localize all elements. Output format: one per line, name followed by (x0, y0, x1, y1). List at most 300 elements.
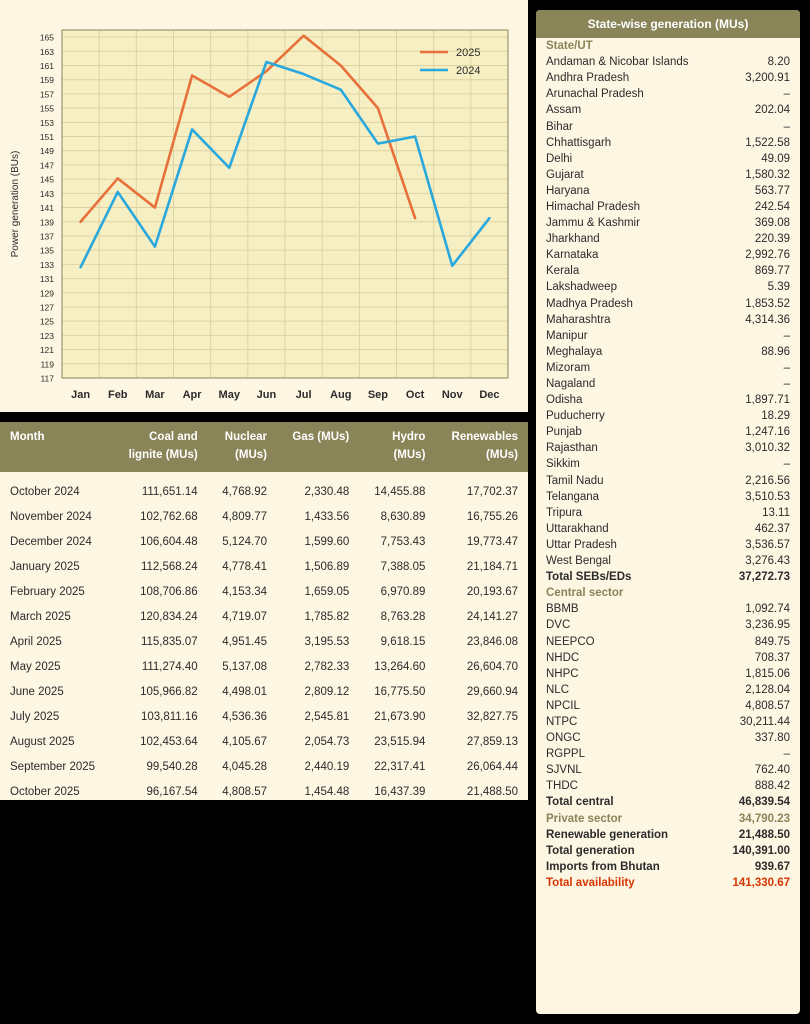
row-value: 9,618.15 (380, 635, 426, 648)
row-month: September 2025 (10, 760, 96, 773)
state-label: NEEPCO (546, 635, 595, 648)
svg-text:123: 123 (39, 330, 54, 341)
x-axis-label: Aug (330, 389, 352, 401)
state-value: 3,200.91 (745, 72, 790, 85)
svg-text:157: 157 (39, 89, 54, 100)
table-row (0, 754, 528, 779)
x-axis-label: Oct (405, 389, 425, 401)
svg-text:117: 117 (40, 373, 54, 384)
state-label: Kerala (546, 265, 580, 278)
svg-text:133: 133 (39, 259, 54, 270)
state-value: 46,839.54 (738, 796, 790, 809)
table-body (0, 472, 528, 805)
state-row (536, 344, 800, 360)
state-value: 202.04 (754, 104, 790, 117)
state-row (536, 698, 800, 714)
state-row (536, 617, 800, 633)
state-value: 3,276.43 (745, 555, 790, 568)
state-row (536, 553, 800, 569)
x-axis-label: Jun (256, 389, 277, 401)
state-value: 888.42 (754, 780, 790, 793)
row-value: 3,195.53 (304, 635, 350, 648)
state-label: SJVNL (546, 764, 582, 777)
state-row (536, 440, 800, 456)
column-header: Hydro (MUs) (359, 422, 435, 472)
row-value: 111,274.40 (141, 660, 198, 673)
state-label: Gujarat (546, 168, 584, 181)
state-row (536, 650, 800, 666)
table-row (0, 729, 528, 754)
state-panel-title: State-wise generation (MUs) (536, 10, 800, 38)
row-value: 2,440.19 (304, 760, 350, 773)
state-row (536, 569, 800, 585)
state-label: NPCIL (546, 699, 580, 712)
state-row (536, 135, 800, 151)
legend-label: 2024 (456, 65, 481, 77)
row-month: July 2025 (10, 710, 60, 723)
row-value: 1,785.82 (304, 610, 350, 623)
state-value: 21,488.50 (738, 828, 790, 841)
state-value: 2,992.76 (745, 249, 790, 262)
state-value: 563.77 (754, 184, 790, 197)
state-label: Total SEBs/EDs (546, 571, 632, 584)
state-label: State/UT (546, 40, 593, 53)
row-value: 1,506.89 (304, 560, 350, 573)
state-value: 1,092.74 (745, 603, 790, 616)
state-label: Telangana (546, 490, 600, 503)
row-value: 21,673.90 (374, 710, 426, 723)
state-row (536, 633, 800, 649)
row-value: 21,184.71 (466, 560, 518, 573)
row-value: 112,568.24 (140, 560, 198, 573)
state-row (536, 843, 800, 859)
row-value: 16,437.39 (374, 785, 426, 798)
row-value: 99,540.28 (146, 760, 198, 773)
table-row (0, 554, 528, 579)
state-value: 3,536.57 (745, 538, 790, 551)
row-value: 2,809.12 (304, 685, 350, 698)
row-value: 2,782.33 (304, 660, 350, 673)
state-label: Haryana (546, 184, 590, 197)
row-value: 108,706.86 (140, 585, 198, 598)
row-value: 4,045.28 (222, 760, 267, 773)
state-label: Puducherry (546, 410, 605, 423)
state-value: 1,897.71 (745, 394, 790, 407)
svg-text:161: 161 (39, 61, 54, 72)
state-row (536, 811, 800, 827)
row-value: 14,455.88 (374, 485, 426, 498)
svg-text:119: 119 (40, 359, 54, 370)
state-label: Imports from Bhutan (546, 860, 660, 873)
state-row (536, 392, 800, 408)
state-label: Uttar Pradesh (546, 538, 617, 551)
monthly-generation-table (0, 422, 528, 804)
state-table-body (536, 38, 800, 891)
state-value: 1,815.06 (745, 667, 790, 680)
row-value: 4,951.45 (222, 635, 267, 648)
table-header (0, 422, 528, 472)
state-row (536, 794, 800, 810)
table-row (0, 504, 528, 529)
row-value: 27,859.13 (466, 735, 518, 748)
state-value: 939.67 (754, 860, 790, 873)
column-header: Gas (MUs) (277, 422, 359, 472)
state-label: Andhra Pradesh (546, 72, 630, 85)
state-value: 18.29 (761, 410, 790, 423)
table-row (0, 472, 528, 505)
state-row (536, 489, 800, 505)
x-axis-label: Apr (182, 389, 202, 401)
svg-text:135: 135 (39, 245, 54, 256)
row-value: 19,773.47 (466, 535, 518, 548)
column-header: Renewables (MUs) (435, 422, 528, 472)
svg-text:129: 129 (39, 288, 54, 299)
state-row (536, 424, 800, 440)
row-value: 23,515.94 (374, 735, 426, 748)
state-label: Central sector (546, 587, 624, 600)
row-value: 1,454.48 (304, 785, 350, 798)
row-value: 4,768.92 (222, 485, 267, 498)
svg-text:125: 125 (39, 316, 54, 327)
row-value: 1,433.56 (304, 510, 350, 523)
row-value: 17,702.37 (466, 485, 518, 498)
state-value: – (783, 458, 790, 471)
svg-text:155: 155 (39, 103, 54, 114)
state-row (536, 601, 800, 617)
svg-text:139: 139 (39, 217, 54, 228)
row-value: 26,604.70 (466, 660, 518, 673)
state-row (536, 408, 800, 424)
state-row (536, 360, 800, 376)
state-row (536, 279, 800, 295)
row-value: 102,453.64 (140, 735, 198, 748)
row-value: 7,388.05 (380, 560, 426, 573)
line-chart (0, 0, 528, 412)
state-row (536, 473, 800, 489)
row-value: 4,719.07 (222, 610, 267, 623)
state-value: 849.75 (754, 635, 790, 648)
row-value: 115,835.07 (140, 635, 198, 648)
state-value: – (783, 361, 790, 374)
state-value: – (783, 748, 790, 761)
state-value: 220.39 (754, 233, 790, 246)
table-row (0, 629, 528, 654)
state-value: 2,216.56 (745, 474, 790, 487)
table-row (0, 579, 528, 604)
row-month: June 2025 (10, 685, 64, 698)
row-value: 7,753.43 (380, 535, 426, 548)
state-wise-generation-table (536, 38, 800, 891)
state-row (536, 167, 800, 183)
state-row (536, 151, 800, 167)
state-label: Delhi (546, 152, 573, 165)
row-value: 8,630.89 (380, 510, 426, 523)
state-label: BBMB (546, 603, 579, 616)
state-row (536, 859, 800, 875)
state-value: 369.08 (754, 217, 790, 230)
row-month: April 2025 (10, 635, 62, 648)
state-label: NTPC (546, 715, 578, 728)
state-row (536, 521, 800, 537)
row-value: 1,599.60 (304, 535, 350, 548)
state-value: – (783, 88, 790, 101)
state-value: 5.39 (767, 281, 790, 294)
legend-label: 2025 (456, 47, 481, 59)
state-value: 30,211.44 (739, 715, 790, 728)
x-axis-label: Jan (71, 389, 91, 401)
row-value: 32,827.75 (466, 710, 518, 723)
state-label: DVC (546, 619, 571, 632)
state-value: 1,522.58 (745, 136, 790, 149)
state-value: 869.77 (754, 265, 790, 278)
state-value (715, 38, 800, 54)
state-value: 88.96 (761, 345, 790, 358)
table-row (0, 704, 528, 729)
x-axis-label: Nov (441, 389, 463, 401)
state-row (536, 505, 800, 521)
state-row (536, 312, 800, 328)
state-label: NLC (546, 683, 570, 696)
state-row (536, 328, 800, 344)
state-label: Himachal Pradesh (546, 200, 640, 213)
state-row (536, 263, 800, 279)
state-value (715, 585, 800, 601)
state-row (536, 70, 800, 86)
row-month: October 2025 (10, 785, 80, 798)
state-label: NHDC (546, 651, 580, 664)
state-row (536, 682, 800, 698)
svg-text:151: 151 (39, 132, 54, 143)
row-month: January 2025 (10, 560, 80, 573)
state-row (536, 215, 800, 231)
row-value: 111,651.14 (141, 485, 198, 498)
state-row (536, 537, 800, 553)
state-value: 8.20 (767, 56, 790, 69)
row-value: 2,545.81 (304, 710, 350, 723)
table-row (0, 604, 528, 629)
svg-text:165: 165 (39, 32, 54, 43)
state-value: 3,010.32 (745, 442, 790, 455)
state-label: Maharashtra (546, 313, 611, 326)
state-row (536, 38, 800, 54)
state-label: Nagaland (546, 378, 596, 391)
row-value: 106,604.48 (140, 535, 198, 548)
state-value: 337.80 (754, 732, 790, 745)
row-value: 120,834.24 (140, 610, 198, 623)
state-label: Total availability (546, 876, 635, 889)
row-month: December 2024 (10, 535, 92, 548)
state-value: 1,247.16 (745, 426, 790, 439)
row-value: 105,966.82 (140, 685, 198, 698)
svg-text:131: 131 (39, 274, 54, 285)
row-value: 6,970.89 (380, 585, 426, 598)
svg-text:127: 127 (39, 302, 54, 313)
state-value: – (783, 120, 790, 133)
x-axis-label: Feb (107, 389, 128, 401)
state-row (536, 456, 800, 472)
state-row (536, 875, 800, 891)
state-row (536, 231, 800, 247)
state-label: Arunachal Pradesh (546, 88, 644, 101)
state-label: RGPPL (546, 748, 585, 761)
row-value: 26,064.44 (466, 760, 518, 773)
state-row (536, 247, 800, 263)
row-value: 5,137.08 (222, 660, 267, 673)
state-row (536, 827, 800, 843)
state-value: – (783, 378, 790, 391)
state-label: Lakshadweep (546, 281, 617, 294)
y-axis-title: Power generation (BUs) (10, 150, 21, 258)
row-month: November 2024 (10, 510, 92, 523)
state-row (536, 730, 800, 746)
state-label: Bihar (546, 120, 573, 133)
row-value: 21,488.50 (466, 785, 518, 798)
svg-text:141: 141 (39, 203, 54, 214)
table-row (0, 529, 528, 554)
state-row (536, 778, 800, 794)
x-axis-label: Sep (367, 389, 389, 401)
row-value: 1,659.05 (304, 585, 350, 598)
x-axis-label: May (218, 389, 240, 401)
state-value: 140,391.00 (732, 844, 790, 857)
svg-text:163: 163 (39, 46, 54, 57)
svg-text:149: 149 (39, 146, 54, 157)
state-value: 4,808.57 (745, 699, 790, 712)
state-value: 2,128.04 (745, 683, 790, 696)
state-value: 708.37 (754, 651, 790, 664)
state-label: Total generation (546, 844, 635, 857)
power-generation-chart-panel (0, 0, 528, 412)
svg-text:159: 159 (39, 75, 54, 86)
state-row (536, 86, 800, 102)
row-value: 23,846.08 (466, 635, 518, 648)
row-value: 4,778.41 (222, 560, 267, 573)
column-header: Coal and lignite (MUs) (112, 422, 207, 472)
state-label: Madhya Pradesh (546, 297, 633, 310)
x-axis-label: Mar (145, 389, 165, 401)
state-label: Jharkhand (546, 233, 600, 246)
state-value: 49.09 (761, 152, 790, 165)
state-label: Rajasthan (546, 442, 598, 455)
state-label: Tamil Nadu (546, 474, 604, 487)
state-row (536, 102, 800, 118)
state-label: Odisha (546, 394, 583, 407)
state-label: Sikkim (546, 458, 580, 471)
row-value: 4,498.01 (222, 685, 267, 698)
x-axis-label: Jul (295, 389, 312, 401)
state-label: Punjab (546, 426, 582, 439)
state-value: 3,236.95 (745, 619, 790, 632)
state-label: Private sector (546, 812, 623, 825)
state-row (536, 118, 800, 134)
state-label: THDC (546, 780, 578, 793)
state-row (536, 666, 800, 682)
state-row (536, 585, 800, 601)
state-label: Chhattisgarh (546, 136, 612, 149)
row-value: 29,660.94 (466, 685, 518, 698)
table-row (0, 679, 528, 704)
row-value: 20,193.67 (466, 585, 518, 598)
state-label: Tripura (546, 506, 582, 519)
state-label: Renewable generation (546, 828, 669, 841)
state-label: Andaman & Nicobar Islands (546, 56, 689, 69)
svg-text:143: 143 (39, 188, 54, 199)
state-label: Meghalaya (546, 345, 603, 358)
svg-text:145: 145 (39, 174, 54, 185)
row-value: 2,330.48 (304, 485, 350, 498)
state-value: 242.54 (754, 200, 790, 213)
x-axis-label: Dec (479, 389, 500, 401)
state-row (536, 183, 800, 199)
row-month: March 2025 (10, 610, 71, 623)
state-row (536, 746, 800, 762)
table-header-row (0, 422, 528, 472)
row-value: 8,763.28 (380, 610, 426, 623)
state-label: West Bengal (546, 555, 611, 568)
state-row (536, 376, 800, 392)
state-value: 462.37 (754, 522, 790, 535)
state-label: Karnataka (546, 249, 599, 262)
row-value: 103,811.16 (140, 710, 198, 723)
row-value: 4,536.36 (222, 710, 267, 723)
column-header: Nuclear (MUs) (208, 422, 277, 472)
row-value: 16,755.26 (466, 510, 518, 523)
state-value: 3,510.53 (745, 490, 790, 503)
row-month: August 2025 (10, 735, 75, 748)
state-value: 141,330.67 (732, 876, 790, 889)
row-value: 5,124.70 (222, 535, 267, 548)
row-value: 22,317.41 (374, 760, 426, 773)
svg-text:137: 137 (39, 231, 54, 242)
row-value: 4,808.57 (222, 785, 267, 798)
state-label: Mizoram (546, 361, 591, 374)
svg-text:121: 121 (39, 345, 54, 356)
row-value: 2,054.73 (304, 735, 350, 748)
state-label: NHPC (546, 667, 579, 680)
state-row (536, 199, 800, 215)
svg-text:147: 147 (39, 160, 54, 171)
state-value: 1,580.32 (745, 168, 790, 181)
table-row (0, 779, 528, 804)
row-value: 4,105.67 (222, 735, 267, 748)
state-value: 1,853.52 (745, 297, 790, 310)
row-value: 102,762.68 (140, 510, 198, 523)
state-wise-generation-panel (536, 10, 800, 1014)
row-value: 4,809.77 (222, 510, 267, 523)
row-value: 13,264.60 (374, 660, 426, 673)
row-value: 24,141.27 (466, 610, 518, 623)
state-label: ONGC (546, 732, 581, 745)
state-value: 4,314.36 (745, 313, 790, 326)
state-value: 762.40 (754, 764, 790, 777)
state-label: Manipur (546, 329, 588, 342)
monthly-generation-table-panel (0, 422, 528, 800)
state-label: Assam (546, 104, 582, 117)
state-value: 13.11 (762, 506, 790, 519)
svg-text:153: 153 (39, 117, 54, 128)
row-value: 4,153.34 (222, 585, 267, 598)
state-row (536, 54, 800, 70)
row-month: October 2024 (10, 485, 80, 498)
state-label: Jammu & Kashmir (546, 217, 640, 230)
state-row (536, 296, 800, 312)
state-value: – (783, 329, 790, 342)
state-row (536, 714, 800, 730)
state-value: 34,790.23 (738, 812, 790, 825)
state-row (536, 762, 800, 778)
table-row (0, 654, 528, 679)
row-value: 96,167.54 (146, 785, 198, 798)
